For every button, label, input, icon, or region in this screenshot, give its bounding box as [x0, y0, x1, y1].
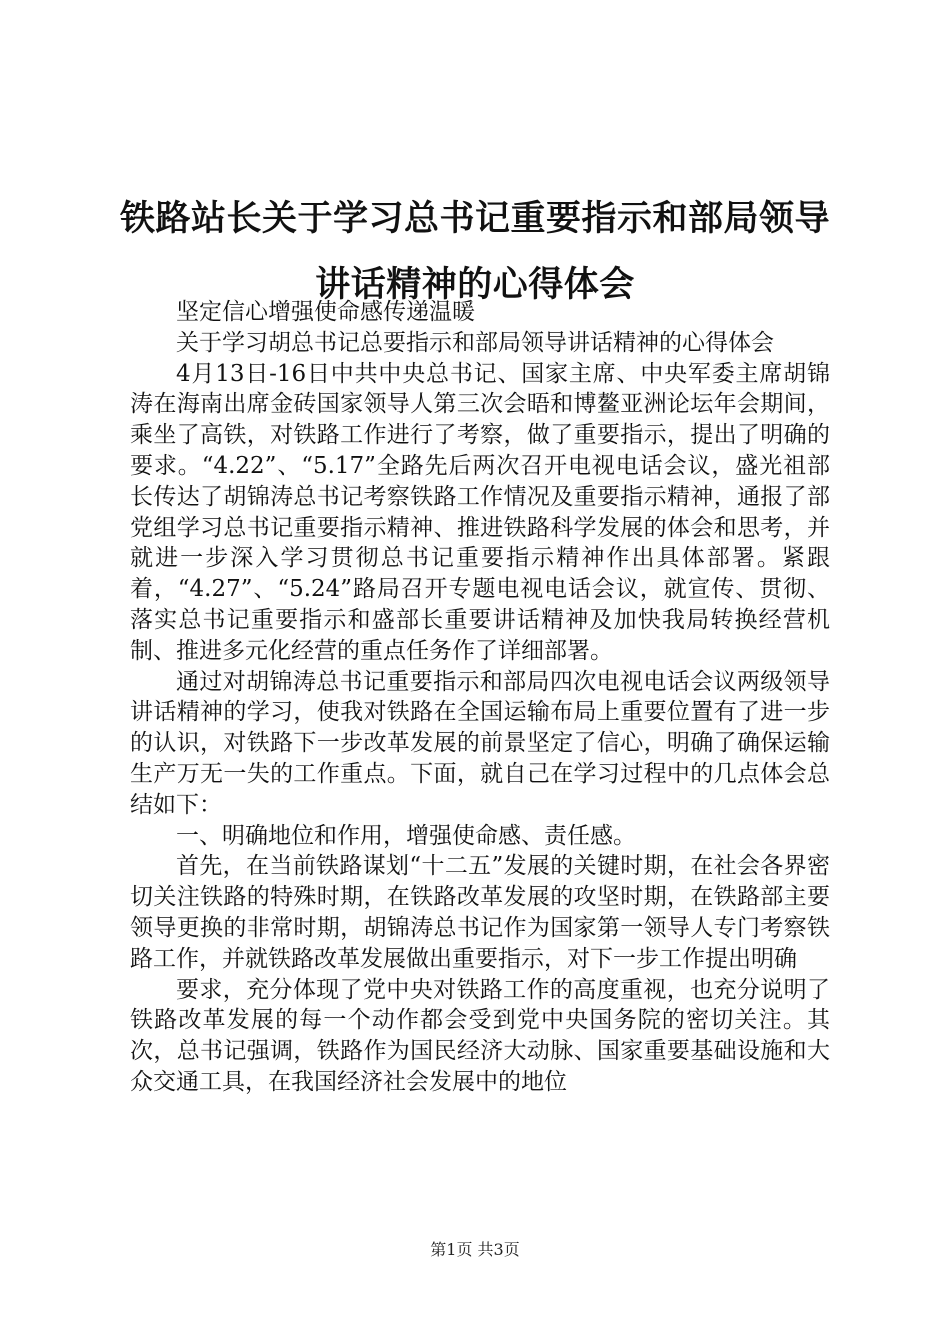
title-line-2: 讲话精神的心得体会	[315, 265, 635, 305]
paragraph: 首先，在当前铁路谋划“十二五”发展的关键时期，在社会各界密切关注铁路的特殊时期，在铁路改革发展的攻坚时期，在铁路部主要领导更换的非常时期，胡锦涛总书记作为国家第一领导人专门考察铁路工作，并就铁路改革发展做出重要指示，对下一步工作提出明确	[130, 853, 830, 972]
paragraph: 通过对胡锦涛总书记重要指示和部局四次电视电话会议两级领导讲话精神的学习，使我对铁路在全国运输布局上重要位置有了进一步的认识，对铁路下一步改革发展的前景坚定了信心，明确了确保运输生产万无一失的工作重点。下面，就自己在学习过程中的几点体会总结如下：	[130, 668, 830, 818]
title-line-1: 铁路站长关于学习总书记重要指示和部局领导	[120, 199, 831, 239]
paragraph: 4月13日-16日中共中央总书记、国家主席、中央军委主席胡锦涛在海南出席金砖国家领导人第三次会晤和博鳌亚洲论坛年会期间，乘坐了高铁，对铁路工作进行了考察，做了重要指示，提出了明确的要求。“4.22”、“5.17”全路先后两次召开电视电话会议，盛光祖部长传达了胡锦涛总书记考察铁路工作情况及重要指示精神，通报了部党组学习总书记重要指示精神、推进铁路科学发展的体会和思考，并就进一步深入学习贯彻总书记重要指示精神作出具体部署。紧跟着，“4.27”、“5.24”路局召开专题电视电话会议，就宣传、贯彻、落实总书记重要指示和盛部长重要讲话精神及加快我局转换经营机制、推进多元化经营的重点任务作了详细部署。	[130, 360, 830, 664]
page-footer: 第1页 共3页	[430, 1240, 520, 1259]
paragraph-subtitle: 坚定信心增强使命感传递温暖	[176, 299, 475, 325]
document-body	[130, 297, 830, 1098]
paragraph: 要求，充分体现了党中央对铁路工作的高度重视，也充分说明了铁路改革发展的每一个动作都会受到党中央国务院的密切关注。其次，总书记强调，铁路作为国民经济大动脉、国家重要基础设施和大众交通工具，在我国经济社会发展中的地位	[130, 976, 830, 1095]
paragraph-heading: 关于学习胡总书记总要指示和部局领导讲话精神的心得体会	[176, 329, 774, 356]
section-heading: 一、明确地位和作用，增强使命感、责任感。	[176, 822, 636, 849]
